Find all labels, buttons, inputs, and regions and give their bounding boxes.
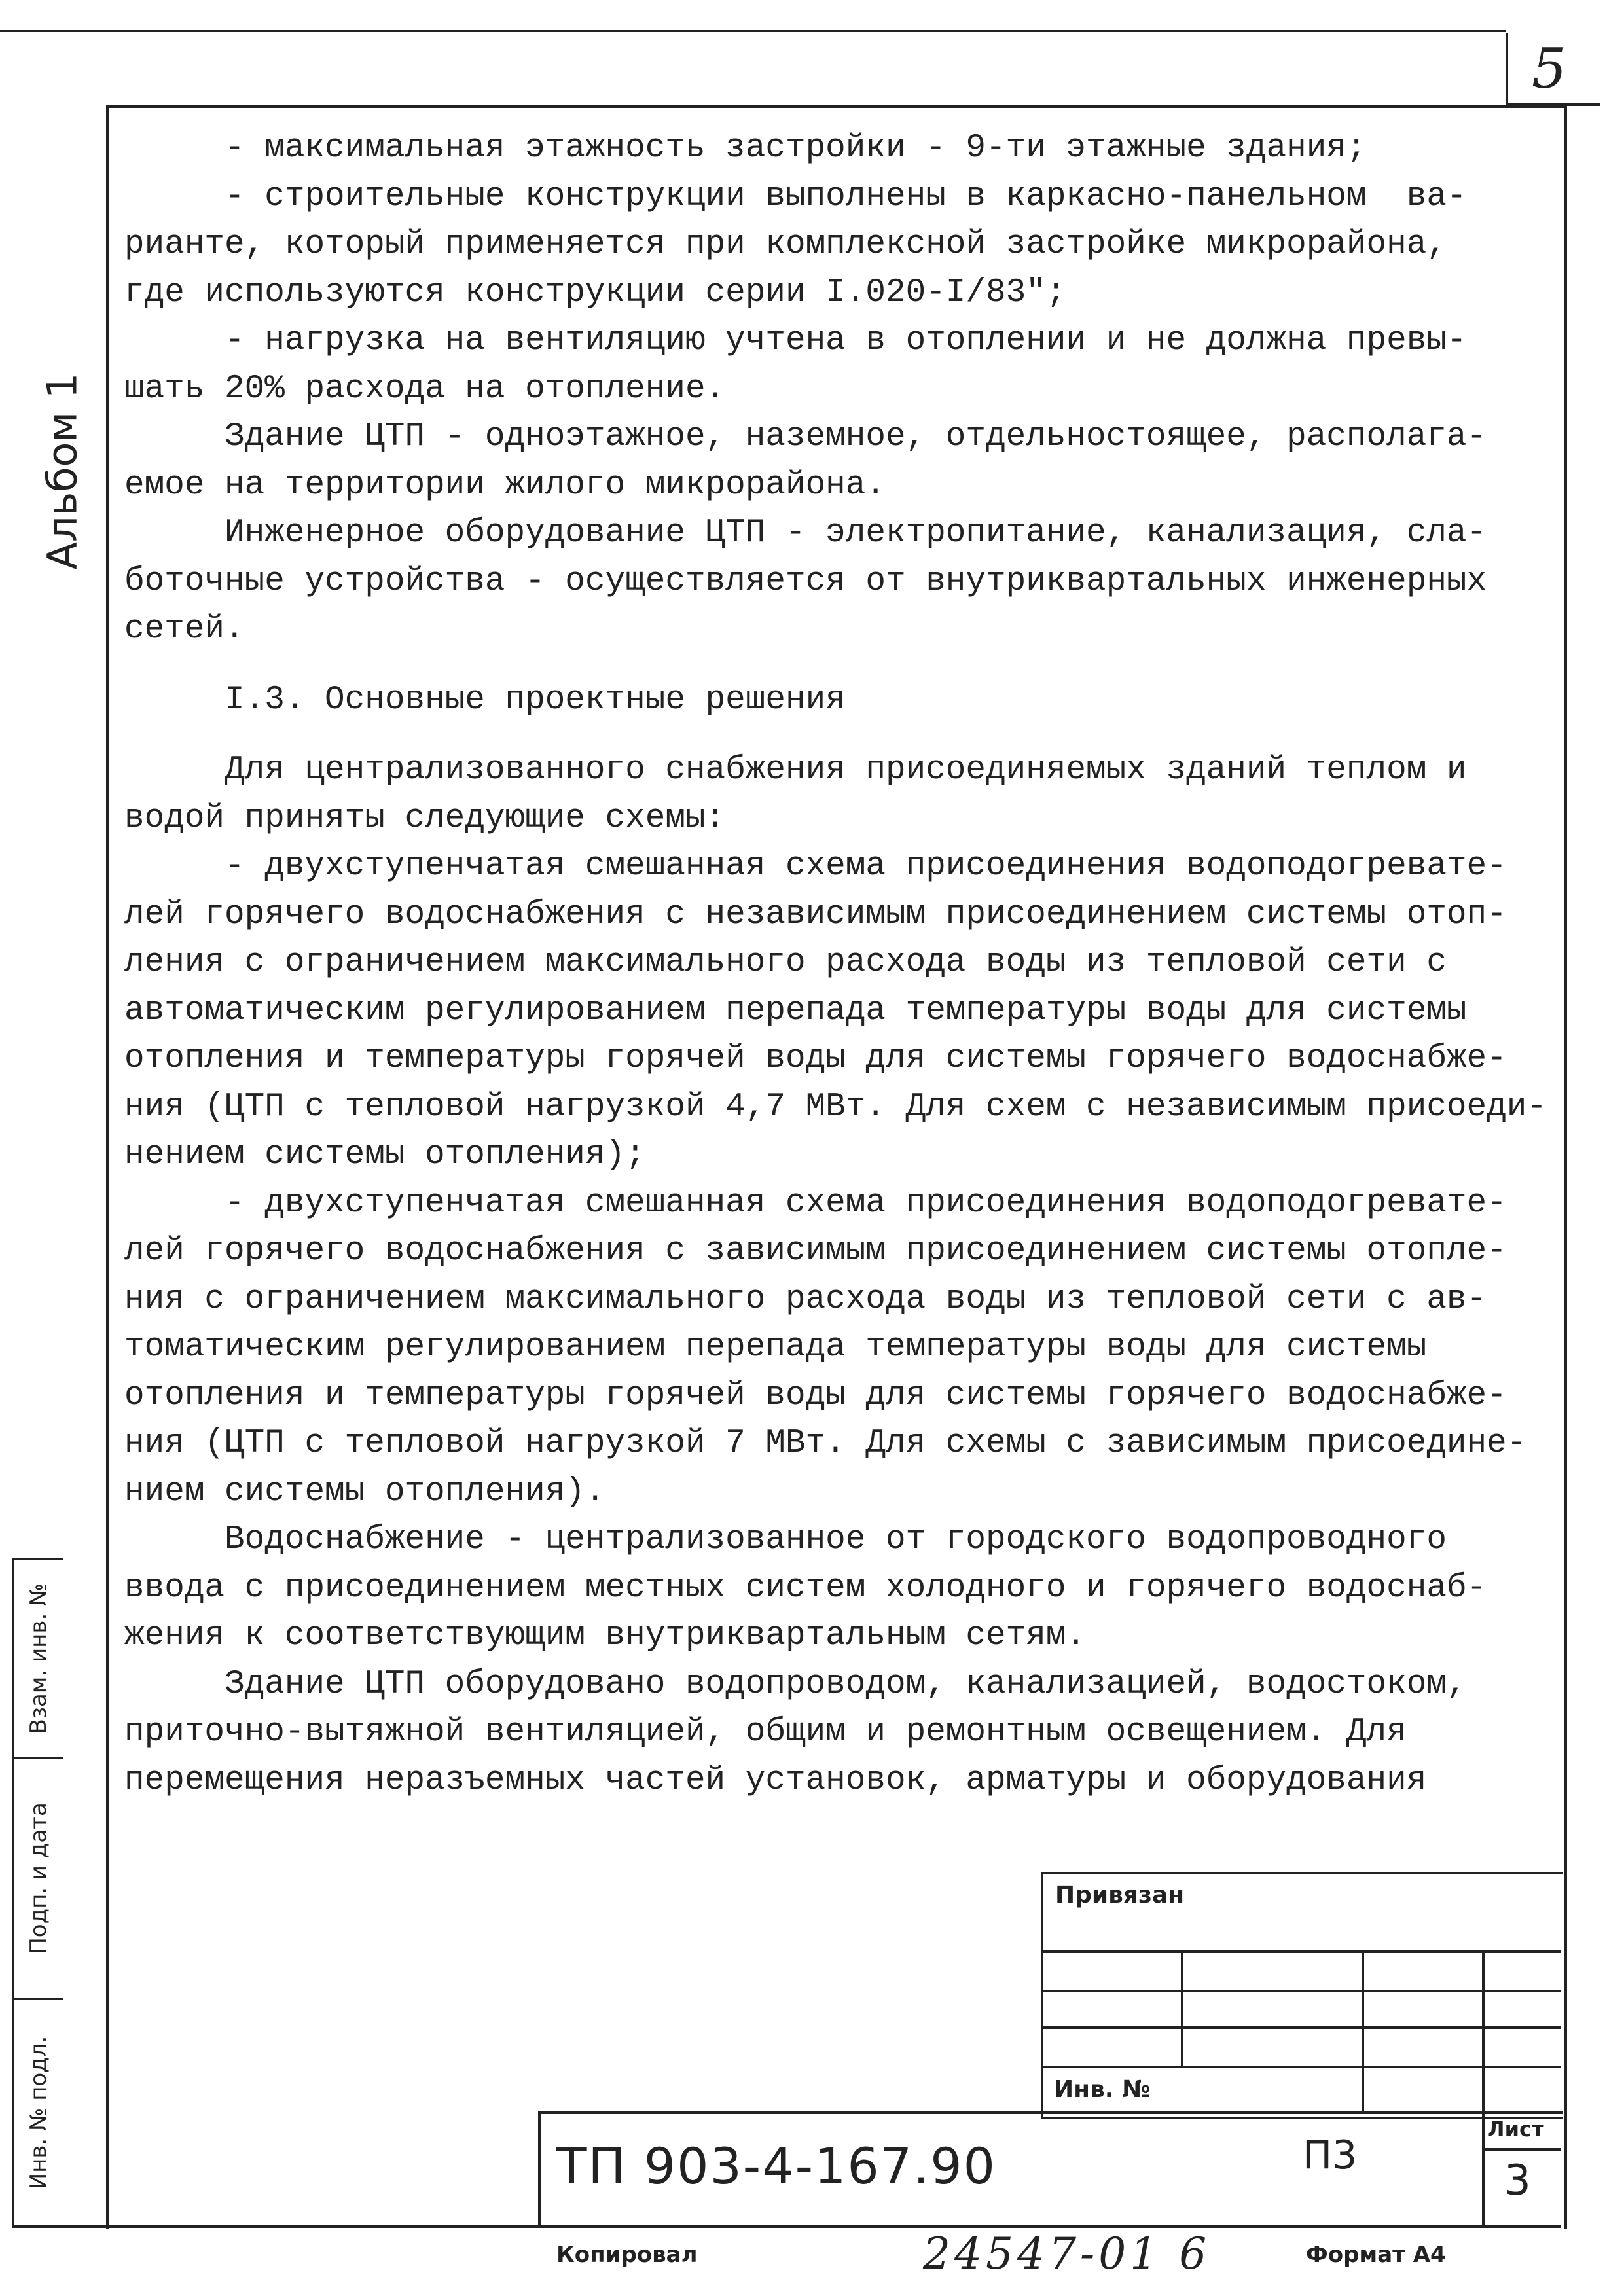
text-line: сетей. — [124, 611, 245, 648]
text-line: емое на территории жилого микрорайона. — [124, 466, 886, 504]
text-line: томатическим регулированием перепада температуры воды для системы — [124, 1329, 1427, 1366]
side-stamp — [12, 1558, 109, 2225]
privyazan-label: Привязан — [1055, 1882, 1185, 1909]
text-line: лей горячего водоснабжения с зависимым присоединением системы отопле- — [124, 1232, 1507, 1270]
text-line: Для централизованного снабжения присоединяемых зданий теплом и — [124, 751, 1467, 789]
text-line: водой приняты следующие схемы: — [124, 799, 726, 837]
text-line: автоматическим регулированием перепада температуры воды для системы — [124, 992, 1467, 1030]
page-number: 5 — [1532, 37, 1567, 101]
text-line: - нагрузка на вентиляцию учтена в отоплении и не должна превы- — [124, 322, 1467, 359]
text-line: приточно-вытяжной вентиляцией, общим и ремонтным освещением. Для — [124, 1713, 1407, 1751]
text-line: где используются конструкции серии I.020-I/83"; — [124, 274, 1066, 312]
inv-no-label: Инв. № — [1054, 2076, 1151, 2103]
album-label: Альбом 1 — [38, 372, 86, 570]
text-line: боточные устройства - осуществляется от внутриквартальных инженерных — [124, 562, 1487, 600]
sheet-label: Лист — [1487, 2117, 1544, 2142]
top-rule — [0, 30, 1506, 32]
text-line: нием системы отопления). — [124, 1473, 605, 1511]
text-line: ния с ограничением максимального расхода воды из тепловой сети с ав- — [124, 1280, 1487, 1318]
text-line: - двухступенчатая смешанная схема присоединения водоподогревате- — [124, 1184, 1507, 1222]
document-code: ТП 903-4-167.90 — [556, 2137, 996, 2195]
document-body — [124, 124, 1551, 1804]
text-line: ления с ограничением максимального расхода воды из тепловой сети с — [124, 944, 1447, 981]
text-line: ния (ЦТП с тепловой нагрузкой 4,7 МВт. Для схем с независимым присоеди- — [124, 1088, 1547, 1126]
copied-label: Копировал — [556, 2242, 698, 2268]
sheet-number: 3 — [1504, 2157, 1531, 2205]
text-line: Водоснабжение - централизованное от городского водопроводного — [124, 1521, 1447, 1558]
document-type: П3 — [1303, 2132, 1358, 2178]
side-cell-inv-podl: Инв. № подл. — [12, 1998, 63, 2228]
text-line: ния (ЦТП с тепловой нагрузкой 7 МВт. Для схемы с зависимым присоедине- — [124, 1425, 1527, 1462]
text-line: - максимальная этажность застройки - 9-ти этажные здания; — [124, 130, 1367, 167]
text-line: отопления и температуры горячей воды для системы горячего водоснабже- — [124, 1040, 1507, 1077]
text-line: Здание ЦТП оборудовано водопроводом, канализацией, водостоком, — [124, 1665, 1467, 1703]
text-line: нением системы отопления); — [124, 1136, 645, 1174]
text-line: рианте, который применяется при комплексной застройке микрорайона, — [124, 226, 1447, 263]
side-cell-vzam-inv: Взам. инв. № — [12, 1558, 63, 1759]
text-line: отопления и температуры горячей воды для системы горячего водоснабже- — [124, 1376, 1507, 1414]
format-label: Формат А4 — [1306, 2242, 1446, 2268]
bottom-rule — [12, 2225, 1561, 2228]
inventory-number: 24547-01 6 — [923, 2229, 1211, 2279]
side-cell-podp-data: Подп. и дата — [12, 1757, 63, 2000]
text-line: Здание ЦТП - одноэтажное, наземное, отдельностоящее, располага- — [124, 418, 1487, 456]
text-line: перемещения неразъемных частей установок, арматуры и оборудования — [124, 1761, 1427, 1799]
text-line: - двухступенчатая смешанная схема присоединения водоподогревате- — [124, 848, 1507, 885]
text-line: шать 20% расхода на отопление. — [124, 370, 726, 408]
text-line: жения к соответствующим внутриквартальным сетям. — [124, 1617, 1087, 1655]
text-line: ввода с присоединением местных систем холодного и горячего водоснаб- — [124, 1569, 1487, 1607]
text-line: лей горячего водоснабжения с независимым присоединением системы отоп- — [124, 895, 1507, 933]
text-line: Инженерное оборудование ЦТП - электропитание, канализация, сла- — [124, 514, 1487, 552]
section-heading: I.3. Основные проектные решения — [124, 681, 846, 719]
text-line: - строительные конструкции выполнены в каркасно-панельном ва- — [124, 177, 1467, 215]
